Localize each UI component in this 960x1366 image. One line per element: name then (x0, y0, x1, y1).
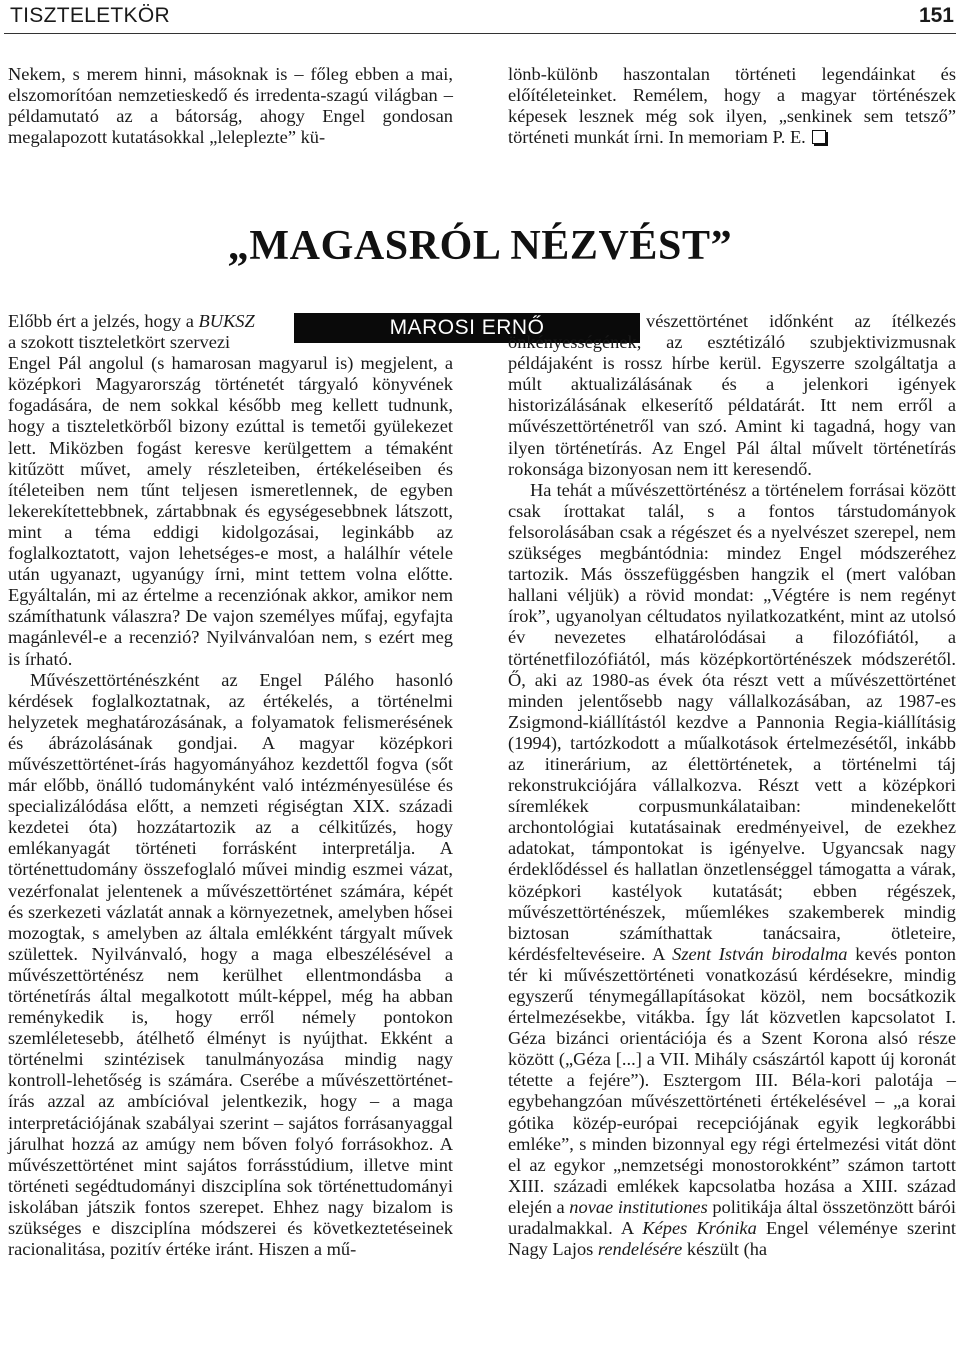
paragraph: Művészettörténészként az Engel Pálého hasonló kérdések foglalkoztatnak, az értékelés, a történelmi helyzetek meghatározásának, a folyamatok felismerésének és ábrázolásának gondjai. A magyar középkori művészettörténet-írás hagyományához kezdettől fogva (sőt már előbb, önálló tudományként való intézményesülése és specializálódása előtt, a nemzeti régiségtan XIX. századi kezdetei óta) hozzátartozik az a célkitűzés, hogy emlékanyagát történeti forrásként interpretálja. A történettudomány összefoglaló művei mindig eszmei vázat, vezérfonalat jelentenek a művészettörténet számára, képét és szerkezeti vázlatát annak a környezetnek, amelyben hősei mozogtak, s amelyben az általa emlékként tárgyalt művek születtek. Nyilvánvaló, hogy a maga elbeszélésével a művészettörténész nem kerülhet ellentmondásba a történetírás által megalkotott múlt-képpel, még ha abban reménykedik is, hogy erről némely pontokon szemléletesebb, átélhető élményt is nyújthat. Ekként a történelmi szintézisek tanulmányozása mindig nagy kontroll-lehetőség is számára. Cserébe a művészettörténet-írás azzal az ambícióval jelentkezik, hogy – a maga interpretációjának szabályai szerint – sajátos forrásanyaggal járulhat hozzá az amúgy nem bőven folyó forrásokhoz. A művészettörténet mint sajátos forrásstúdium, illetve mint történeti segédtudományi diszciplína sok történettudományi iskolában játszik fontos szerepet. Ehhez nagy bizalom is szükséges e diszciplína módszerei és következtetéseinek racionalitása, pozitív értéke iránt. Hiszen a mű- (8, 669, 453, 1260)
article-left-column (8, 311, 453, 1260)
paragraph: vészettörténet időnként az ítélkezés önkényességének, az esztétizáló szubjektivizmusnak példájaként is rossz hírbe kerül. Egyszerre szolgáltatja a múlt aktualizálásának és a jelenkori igények historizálásának elkeserítő példatárát. Itt nem erről a művészettörténetről van szó. Amint ki tagadná, hogy van ilyen történetírás. Az Engel Pál által művelt történetírás rokonsága bizonyosan nem itt keresendő. (508, 311, 956, 479)
paragraph: Előbb ért a jelzés, hogy a BUKSZ (8, 311, 255, 331)
intro-right-column (508, 64, 956, 148)
page-number: 151 (918, 4, 954, 27)
section-title: TISZTELETKÖR (10, 4, 170, 27)
article-right-column (508, 311, 956, 1260)
intro-right-text: lönb-különb haszontalan történeti legendáinkat és előítéleteinket. Remélem, hogy a magyar történészek képesek lesznek még sok ilyen, „senkinek sem tetsző” történeti munkát írni. In memoriam P. E. (508, 64, 956, 148)
paragraph: a szokott tiszteletkört szervezi (8, 332, 231, 353)
intro-left-column (8, 64, 453, 148)
author-label: MAROSI ERNŐ (294, 313, 640, 343)
intro-left-text: Nekem, s merem hinni, másoknak is – főleg ebben a mai, elszomorítóan nemzetieskedő és irredenta-szagú világban – példamutató az a bátorság, ahogy Engel gondosan megalapozott kutatásokkal „leleplezte” kü- (8, 64, 453, 148)
paragraph: Engel Pál angolul (s hamarosan magyarul is) megjelent, a középkori Magyarország történetét tárgyaló könyvének fogadására, de nem sokkal később meg kellett tudnunk, hogy a tiszteletkörből bizony ezúttal is temetői gyülekezet lett. Miközben fogást keresve kerülgettem a témaként kitűzött művet, amely részleteiben, értékeléseiben és ítéleteiben nem tűnt teljesen ismeretlennek, de egyben lekerekítettebbnek, zártabbnak és egységesebbnek látszott, mint a téma eddigi kidolgozásai, leginkább az foglalkoztatott, vajon lehetséges-e most, a halálhír vétele után ugyanazt, ugyanúgy írni, mint tettem volna előtte. Egyáltalán, mi az értelme a recenziónak akkor, amikor nem számíthatunk válaszra? De vajon személyes műfaj, egyfajta magánlevél-e a recenzió? Nyilvánvalóan nem, s ezért meg is írható. (8, 353, 453, 669)
end-mark-icon (812, 130, 826, 144)
running-header (4, 0, 956, 34)
article-title: „MAGASRÓL NÉZVÉST” (227, 223, 733, 269)
paragraph: Ha tehát a művészettörténész a történelem forrásai között csak írottakat talál, s a fontos társtudományok felsorolásában csak a régészet és a nyelvészet szerepel, nem szükséges megbántódnia: mindez Engel módszeréhez tartozik. Más összefüggésben hangzik el (mert valóban hallani véljük) a rövid mondat: „Végtére is nem regényt írok”, ugyanolyan céltudatos nyilatkozatként, mint az utolsó év nevezetes elhatárolódásai a filozófiától, a történetfilozófiától, más középkortörténészek módszerétől. Ő, aki az 1980-as évek óta részt vett a művészettörténet minden jelentősebb nagy vállalkozásában, az 1987-es Zsigmond-kiállítástól kezdve a Pannonia Regia-kiállításig (1994), tartózkodott a műalkotások értelmezésétől, inkább az itinerárium, az élettörténetek, a történelmi táj rekonstrukciójára vállalkozva. Részt vett a középkori síremlékek corpusmunkálataiban: mindenekelőtt archontológiai kutatásainak eredményeivel, de ezekhez adatokat, támpontokat is igényelve. Ugyancsak nagy érdeklődéssel és hallatlan önzetlenséggel támogatta a várak, középkori kastélyok kutatását; ebben régészek, művészettörténészek, műemlékes szakemberek mindig biztosan számíthattak tanácsaira, ötleteire, kérdésfeltevéseire. A Szent István birodalma kevés ponton tér ki művészettörténeti vonatkozású kérdésekre, mindig egyszerű ténymegállapításokat közöl, nem bocsátkozik értelmezésekbe, vitákba. Így lát közvetlen kapcsolatot I. Géza bizánci orientációja és a Szent Korona alsó része között („Géza [...] a VII. Mihály császártól kapott új koronát tétette a fejére”). Esztergom III. Béla-kori palotája – egybehangzóan művészettörténeti értékelésével – „a korai gótika közép-európai recepciójának egyik legkorábbi emléke”, s minden bizonnyal egy régi értelmezési vitát dönt el az egykor „nemzetségi monostorokként” számon tartott XIII. századi emlékek kapcsolatba hozása a XIII. század elején a novae institutiones politikája által összetönzött bárói uradalmakkal. A Képes Krónika Engel véleménye szerint Nagy Lajos rendelésére készült (ha (508, 479, 956, 1260)
